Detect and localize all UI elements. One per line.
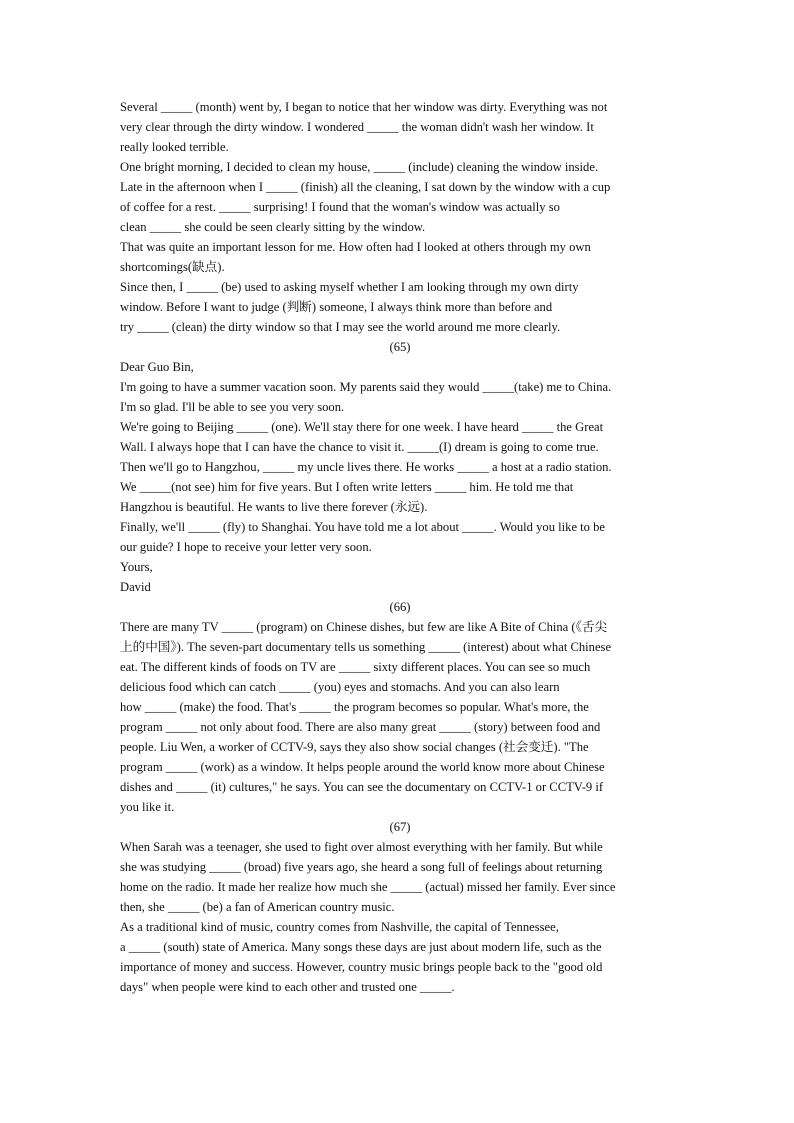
- text-line: eat. The different kinds of foods on TV are _____ sixty different places. You can see so much: [120, 660, 591, 674]
- text-line: a _____ (south) state of America. Many songs these days are just about modern life, such as the: [120, 940, 602, 954]
- text-line: That was quite an important lesson for me. How often had I looked at others through my own: [120, 240, 591, 254]
- text-line: I'm going to have a summer vacation soon. My parents said they would _____(take) me to China.: [120, 380, 612, 394]
- document-page: [120, 97, 680, 997]
- passage-64: [120, 97, 680, 337]
- text-line: Since then, I _____ (be) used to asking myself whether I am looking through my own dirty: [120, 280, 579, 294]
- text-line: importance of money and success. However, country music brings people back to the "good old: [120, 960, 603, 974]
- text-line: Then we'll go to Hangzhou, _____ my uncle lives there. He works _____ a host at a radio station.: [120, 460, 612, 474]
- passage-66-number: (66): [389, 600, 411, 614]
- passage-65-number: (65): [389, 340, 411, 354]
- passage-66: [120, 617, 680, 817]
- text-line: you like it.: [120, 800, 175, 814]
- text-line: how _____ (make) the food. That's _____ the program becomes so popular. What's more, the: [120, 700, 589, 714]
- text-line: window. Before I want to judge (判断) someone, I always think more than before and: [120, 300, 553, 314]
- text-line: Hangzhou is beautiful. He wants to live there forever (永远).: [120, 500, 428, 514]
- text-line: Finally, we'll _____ (fly) to Shanghai. You have told me a lot about _____. Would you like to be: [120, 520, 606, 534]
- text-line: Several _____ (month) went by, I began to notice that her window was dirty. Everything was not: [120, 100, 608, 114]
- text-line: days" when people were kind to each other and trusted one _____.: [120, 980, 455, 994]
- text-line: delicious food which can catch _____ (you) eyes and stomachs. And you can also learn: [120, 680, 560, 694]
- text-line: then, she _____ (be) a fan of American country music.: [120, 900, 395, 914]
- text-line: our guide? I hope to receive your letter very soon.: [120, 540, 372, 554]
- text-line: There are many TV _____ (program) on Chinese dishes, but few are like A Bite of China (《舌尖: [120, 620, 608, 634]
- text-line: I'm so glad. I'll be able to see you very soon.: [120, 400, 345, 414]
- text-line: Wall. I always hope that I can have the chance to visit it. _____(I) dream is going to come true.: [120, 440, 599, 454]
- text-line: home on the radio. It made her realize how much she _____ (actual) missed her family. Ever since: [120, 880, 616, 894]
- text-line: Yours,: [120, 560, 153, 574]
- text-line: very clear through the dirty window. I wondered _____ the woman didn't wash her window. It: [120, 120, 594, 134]
- text-line: program _____ not only about food. There are also many great _____ (story) between food and: [120, 720, 601, 734]
- text-line: try _____ (clean) the dirty window so that I may see the world around me more clearly.: [120, 320, 561, 334]
- text-line: As a traditional kind of music, country comes from Nashville, the capital of Tennessee,: [120, 920, 559, 934]
- text-line: she was studying _____ (broad) five years ago, she heard a song full of feelings about returning: [120, 860, 603, 874]
- text-line: Dear Guo Bin,: [120, 360, 194, 374]
- passage-67-number: (67): [389, 820, 411, 834]
- text-line: When Sarah was a teenager, she used to fight over almost everything with her family. But while: [120, 840, 603, 854]
- text-line: program _____ (work) as a window. It helps people around the world know more about Chinese: [120, 760, 605, 774]
- text-line: really looked terrible.: [120, 140, 229, 154]
- text-line: clean _____ she could be seen clearly sitting by the window.: [120, 220, 426, 234]
- text-line: One bright morning, I decided to clean my house, _____ (include) cleaning the window inside.: [120, 160, 599, 174]
- text-line: people. Liu Wen, a worker of CCTV-9, says they also show social changes (社会变迁). "The: [120, 740, 589, 754]
- text-line: We're going to Beijing _____ (one). We'll stay there for one week. I have heard _____ the Great: [120, 420, 604, 434]
- text-line: of coffee for a rest. _____ surprising! I found that the woman's window was actually so: [120, 200, 560, 214]
- passage-65: [120, 357, 680, 597]
- text-line: David: [120, 580, 151, 594]
- passage-67: [120, 837, 680, 997]
- text-line: dishes and _____ (it) cultures," he says. You can see the documentary on CCTV-1 or CCTV-9 if: [120, 780, 604, 794]
- text-line: We _____(not see) him for five years. But I often write letters _____ him. He told me that: [120, 480, 574, 494]
- text-line: shortcomings(缺点).: [120, 260, 225, 274]
- text-line: 上的中国》). The seven-part documentary tells us something _____ (interest) about what Chinese: [120, 640, 612, 654]
- text-line: Late in the afternoon when I _____ (finish) all the cleaning, I sat down by the window with a cup: [120, 180, 611, 194]
